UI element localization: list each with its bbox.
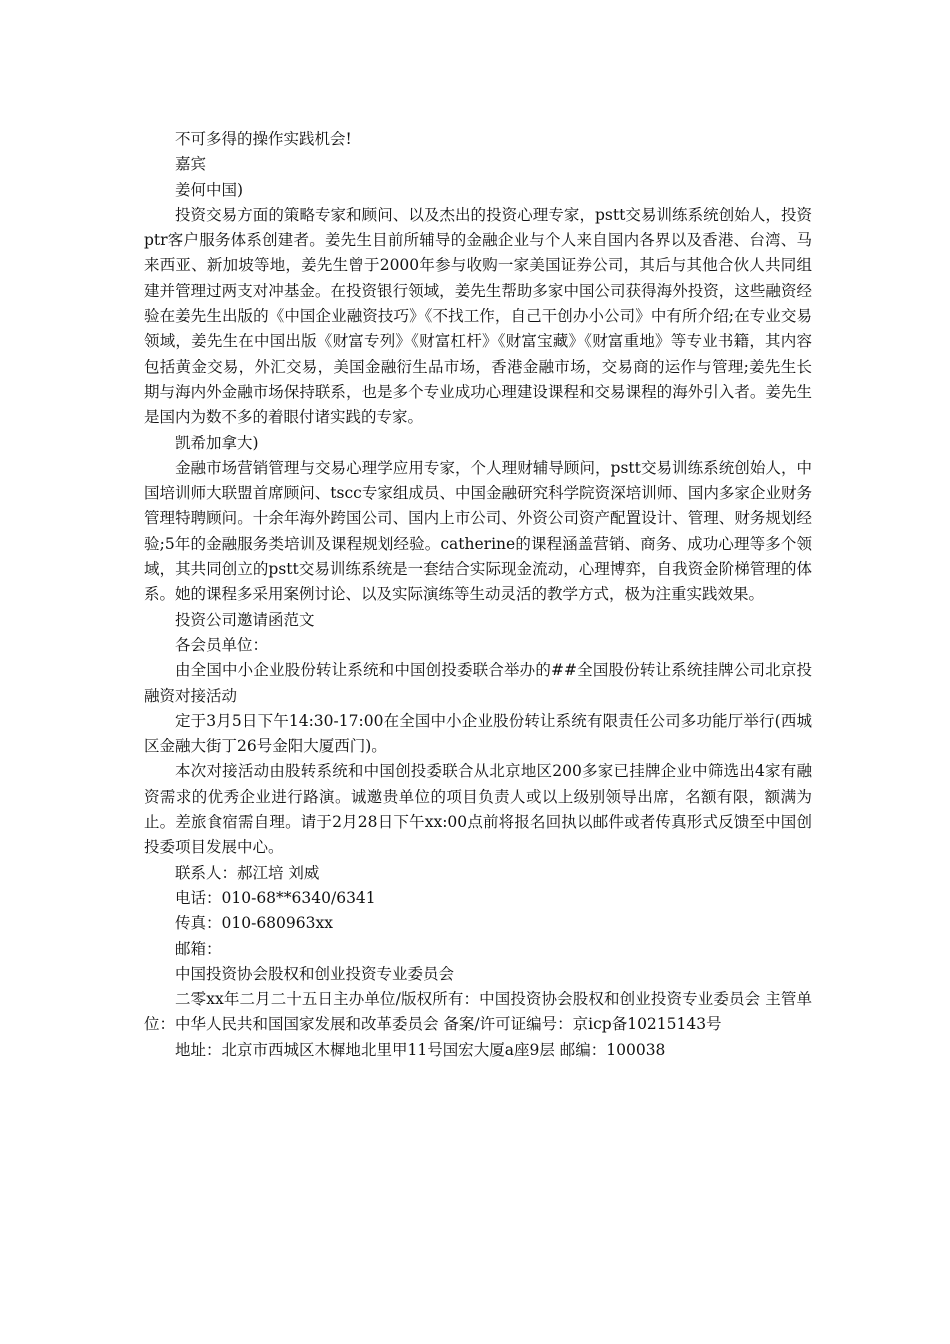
letter-salutation: 各会员单位： (175, 635, 269, 654)
letter-paragraph-time-place: 定于3月5日下午14:30-17:00在全国中小企业股份转让系统有限责任公司多功能厅举行(西城区金融大街丁26号金阳大厦西门)。 (144, 711, 812, 756)
guest-bio-jiang: 投资交易方面的策略专家和顾问、以及杰出的投资心理专家，pstt交易训练系统创始人，投资ptr客户服务体系创建者。姜先生目前所辅导的金融企业与个人来自国内各界以及香港、台湾、马来西亚、新加坡等地，姜先生曾于2000年参与收购一家美国证券公司，其后与其他合伙人共同组建并管理过两支对冲基金。在投资银行领域，姜先生帮助多家中国公司获得海外投资，这些融资经验在姜先生出版的《中国企业融资技巧》《不找工作，自己干创办小公司》中有所介绍;在专业交易领域，姜先生在中国出版《财富专列》《财富杠杆》《财富宝藏》《财富重地》等专业书籍，其内容包括黄金交易，外汇交易，美国金融衍生品市场，香港金融市场，交易商的运作与管理;姜先生长期与海内外金融市场保持联系，也是多个专业成功心理建设课程和交易课程的海外引入者。姜先生是国内为数不多的着眼付诸实践的专家。 (144, 205, 812, 427)
letter-paragraph-details: 本次对接活动由股转系统和中国创投委联合从北京地区200多家已挂牌企业中筛选出4家有融资需求的优秀企业进行路演。诚邀贵单位的项目负责人或以上级别领导出席，名额有限，额满为止。差旅食宿需自理。请于2月28日下午xx:00点前将报名回执以邮件或者传真形式反馈至中国创投委项目发展中心。 (144, 762, 812, 857)
guest-name-kaixi: 凯希加拿大) (175, 433, 259, 452)
address-line: 地址：北京市西城区木樨地北里甲11号国宏大厦a座9层 邮编：100038 (175, 1040, 666, 1059)
guest-bio-kaixi: 金融市场营销管理与交易心理学应用专家，个人理财辅导顾问，pstt交易训练系统创始人，中国培训师大联盟首席顾问、tscc专家组成员、中国金融研究科学院资深培训师、国内多家企业财务管理特聘顾问。十余年海外跨国公司、国内上市公司、外资公司资产配置设计、管理、财务规划经验;5年的金融服务类培训及课程规划经验。catherine的课程涵盖营销、商务、成功心理等多个领域，其共同创立的pstt交易训练系统是一套结合实际现金流动，心理博弈，自我资金阶梯管理的体系。她的课程多采用案例讨论、以及实际演练等生动灵活的教学方式，极为注重实践效果。 (144, 458, 812, 604)
contact-phone: 电话：010-68**6340/6341 (175, 888, 376, 907)
intro-line: 不可多得的操作实践机会! (175, 130, 352, 148)
document-body (144, 127, 812, 1063)
date-and-copyright: 二零xx年二月二十五日主办单位/版权所有：中国投资协会股权和创业投资专业委员会 主管单位：中华人民共和国国家发展和改革委员会 备案/许可证编号：京icp备10215143号 (144, 990, 812, 1034)
contact-person: 联系人：郝江培 刘威 (175, 863, 320, 882)
guest-name-jiang: 姜何中国) (175, 180, 244, 199)
organizer-name: 中国投资协会股权和创业投资专业委员会 (175, 964, 455, 983)
contact-fax: 传真：010-680963xx (175, 914, 333, 933)
guests-heading: 嘉宾 (175, 155, 207, 174)
letter-paragraph-event: 由全国中小企业股份转让系统和中国创投委联合举办的##全国股份转让系统挂牌公司北京投融资对接活动 (144, 661, 812, 705)
contact-email: 邮箱： (175, 939, 222, 958)
letter-title: 投资公司邀请函范文 (175, 610, 315, 629)
